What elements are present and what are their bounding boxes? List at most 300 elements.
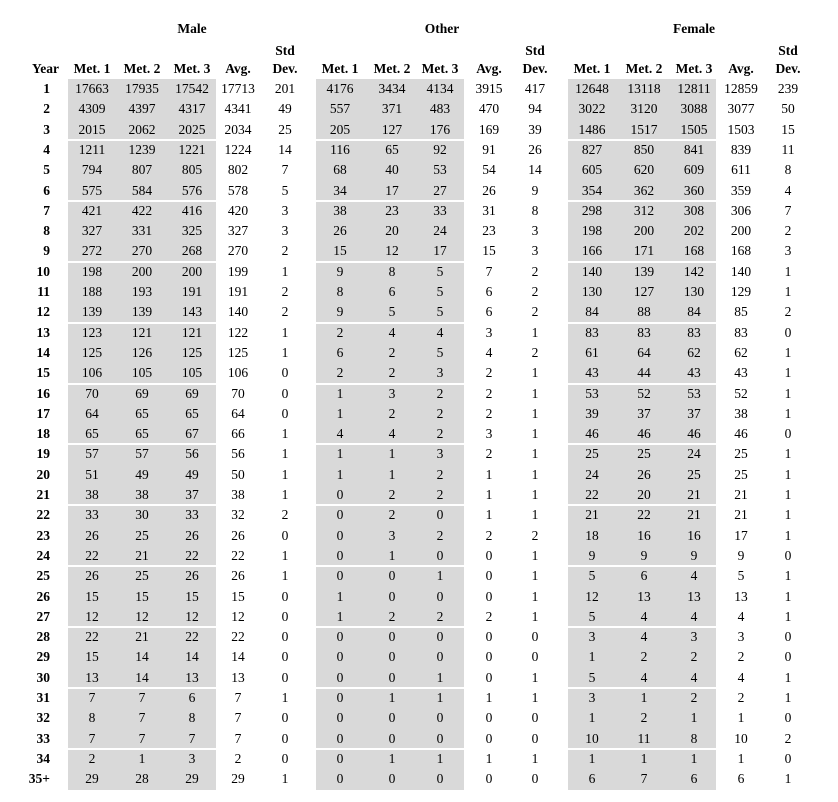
other-met-3-cell: 483 <box>429 101 451 117</box>
male-std-dev-cell: 0 <box>281 649 289 665</box>
other-met-2-cell: 3 <box>388 527 396 543</box>
other-std-dev-cell: 1 <box>531 669 539 685</box>
other-met-1-cell: 1 <box>336 466 344 482</box>
male-met-3-cell: 805 <box>181 162 203 178</box>
other-met-3-cell: 92 <box>433 141 447 157</box>
other-std-dev-cell: 2 <box>531 284 539 299</box>
male-met-1-cell: 70 <box>85 385 99 401</box>
other-met-2-cell: 3434 <box>378 81 406 96</box>
female-met-1-cell: 827 <box>581 141 603 157</box>
female-met-2-cell: 2 <box>640 649 648 665</box>
female-met-2-cell: 1 <box>640 690 648 705</box>
other-met-1-cell: 8 <box>336 284 344 299</box>
other-met-1-cell: 2 <box>336 324 344 340</box>
other-avg-cell: 0 <box>485 649 493 665</box>
other-std-dev-cell: 0 <box>531 730 539 746</box>
male-met-2-cell: 139 <box>131 304 153 320</box>
male-std-dev-cell: 0 <box>281 669 289 685</box>
female-met-2-cell: 1517 <box>630 121 658 137</box>
year-cell: 14 <box>36 344 50 360</box>
female-met-3-cell: 84 <box>687 304 701 320</box>
male-met-2-cell: 1 <box>138 750 146 766</box>
male-std-dev-cell: 201 <box>274 81 296 96</box>
other-met-2-cell: 8 <box>388 263 396 279</box>
other-met-3-cell: 0 <box>436 649 444 665</box>
other-met-2-cell: 0 <box>388 669 396 685</box>
other-met-2-cell: 23 <box>385 202 399 218</box>
other-met-2-cell: 0 <box>388 730 396 746</box>
other-met-2-cell: 1 <box>388 466 396 482</box>
other-std-dev-cell: 0 <box>531 629 539 645</box>
male-avg-cell: 14 <box>231 649 245 665</box>
female-std-dev-cell: 0 <box>784 649 792 665</box>
male-met-3-cell: 65 <box>185 405 199 421</box>
male-avg-cell: 2 <box>234 750 242 766</box>
other-met-1-cell: 4176 <box>326 81 354 96</box>
male-met-2-cell: 65 <box>135 405 149 421</box>
male-std-dev-cell: 1 <box>281 344 289 360</box>
male-std-dev-cell: 2 <box>281 304 289 320</box>
female-std-dev-cell: 1 <box>784 284 792 299</box>
other-met-2-cell: 6 <box>388 284 396 299</box>
female-met-2-cell: 22 <box>637 507 651 523</box>
female-met-3-cell: 12811 <box>677 81 711 96</box>
other-avg-cell: 169 <box>478 121 500 137</box>
female-met-3-cell: 2 <box>690 690 698 705</box>
female-std-dev-cell: 1 <box>784 385 792 401</box>
female-met-1-cell: 10 <box>585 730 599 746</box>
other-std-dev-cell: 1 <box>531 690 539 705</box>
male-avg-cell: 12 <box>231 608 245 624</box>
female-met-2-cell: 139 <box>633 263 655 279</box>
male-met-3-cell: 15 <box>185 588 199 604</box>
male-avg-cell: 15 <box>231 588 245 604</box>
male-met-2-cell: 25 <box>135 527 149 543</box>
male-std-dev-cell: 1 <box>281 324 289 340</box>
male-met-1-cell: 106 <box>81 365 103 381</box>
female-met-3-cell: 1 <box>690 750 698 766</box>
female-std-dev-cell: 11 <box>781 141 795 157</box>
male-met-3-cell: 3 <box>188 750 196 766</box>
other-met-3-header: Met. 3 <box>421 61 459 76</box>
other-avg-cell: 0 <box>485 588 493 604</box>
other-avg-header: Avg. <box>476 61 502 76</box>
female-avg-cell: 1503 <box>727 121 755 137</box>
other-met-3-cell: 2 <box>436 385 444 401</box>
male-std-dev-cell: 0 <box>281 608 289 624</box>
other-met-2-cell: 20 <box>385 223 399 239</box>
male-met-1-cell: 22 <box>85 547 99 563</box>
other-met-2-cell: 3 <box>388 385 396 401</box>
male-met-1-cell: 33 <box>85 507 99 523</box>
female-met-3-cell: 16 <box>687 527 701 543</box>
male-avg-cell: 199 <box>227 263 249 279</box>
other-met-2-cell: 2 <box>388 507 396 523</box>
female-met-3-cell: 21 <box>687 487 701 502</box>
other-met-3-cell: 5 <box>436 344 444 360</box>
other-std-dev-cell: 3 <box>531 223 539 239</box>
male-std-dev-cell: 7 <box>281 162 289 178</box>
female-met-1-cell: 12 <box>585 588 599 604</box>
female-avg-cell: 12859 <box>724 81 758 96</box>
female-met-2-cell: 127 <box>633 284 655 299</box>
female-met-1-cell: 12648 <box>575 81 609 96</box>
female-avg-cell: 17 <box>734 527 748 543</box>
other-met-2-cell: 4 <box>388 426 396 442</box>
female-std-dev-cell: 1 <box>784 690 792 705</box>
female-met-3-cell: 13 <box>687 588 701 604</box>
female-met-1-cell: 43 <box>585 365 599 381</box>
male-met-1-cell: 7 <box>88 690 96 705</box>
other-met-1-cell: 1 <box>336 446 344 462</box>
female-met-3-cell: 9 <box>690 547 698 563</box>
male-avg-cell: 125 <box>227 344 249 360</box>
female-avg-cell: 359 <box>730 182 752 198</box>
male-std-dev-cell: 0 <box>281 588 289 604</box>
year-cell: 20 <box>36 466 50 482</box>
male-met-3-cell: 121 <box>181 324 203 340</box>
other-met-2-cell: 4 <box>388 324 396 340</box>
female-met-2-cell: 4 <box>640 608 648 624</box>
female-avg-cell: 3077 <box>727 101 755 117</box>
female-met-2-cell: 4 <box>640 629 648 645</box>
male-avg-cell: 64 <box>231 405 245 421</box>
male-met-3-cell: 33 <box>185 507 199 523</box>
female-met-1-cell: 1 <box>588 649 596 665</box>
male-met-1-cell: 198 <box>81 263 103 279</box>
female-met-2-cell: 44 <box>637 365 651 381</box>
female-std-dev-cell: 3 <box>784 243 792 259</box>
year-cell: 23 <box>36 527 50 543</box>
other-met-3-cell: 2 <box>436 466 444 482</box>
female-avg-cell: 4 <box>737 608 745 624</box>
other-std-dev-cell: 1 <box>531 588 539 604</box>
other-met-1-cell: 0 <box>336 649 344 665</box>
male-met-3-cell: 268 <box>181 243 203 259</box>
other-met-3-cell: 5 <box>436 304 444 320</box>
male-met-3-cell: 4317 <box>178 101 206 117</box>
female-met-3-cell: 46 <box>687 426 701 442</box>
female-avg-cell: 5 <box>737 568 745 584</box>
female-std-header-bottom: Dev. <box>775 61 801 76</box>
female-met-1-header: Met. 1 <box>573 61 611 76</box>
female-met-2-cell: 7 <box>640 771 648 787</box>
male-met-1-cell: 51 <box>85 466 99 482</box>
female-met-1-cell: 46 <box>585 426 599 442</box>
male-met-2-cell: 21 <box>135 629 149 645</box>
male-met-1-cell: 57 <box>85 446 99 462</box>
other-std-dev-cell: 1 <box>531 405 539 421</box>
year-cell: 29 <box>36 649 50 665</box>
female-met-2-cell: 11 <box>637 730 651 746</box>
other-met-3-cell: 176 <box>429 121 451 137</box>
year-cell: 4 <box>43 141 50 157</box>
male-std-dev-cell: 5 <box>281 182 289 198</box>
other-met-1-cell: 38 <box>333 202 347 218</box>
female-met-1-cell: 22 <box>585 487 599 502</box>
male-met-2-cell: 270 <box>131 243 153 259</box>
male-met-1-cell: 17663 <box>75 81 109 96</box>
female-met-3-cell: 841 <box>683 141 705 157</box>
female-std-dev-cell: 0 <box>784 710 792 726</box>
male-std-dev-cell: 0 <box>281 629 289 645</box>
male-met-1-cell: 575 <box>81 182 103 198</box>
female-met-1-cell: 61 <box>585 344 599 360</box>
male-met-1-cell: 26 <box>85 527 99 543</box>
male-met-3-cell: 29 <box>185 771 199 787</box>
female-met-3-header: Met. 3 <box>675 61 713 76</box>
male-met-1-cell: 22 <box>85 629 99 645</box>
male-met-2-cell: 105 <box>131 365 153 381</box>
male-avg-cell: 56 <box>231 446 245 462</box>
other-met-1-cell: 68 <box>333 162 347 178</box>
female-met-2-cell: 171 <box>633 243 655 259</box>
male-avg-cell: 17713 <box>221 81 255 96</box>
other-met-3-cell: 0 <box>436 710 444 726</box>
male-met-1-cell: 4309 <box>78 101 106 117</box>
other-met-2-cell: 40 <box>385 162 399 178</box>
other-avg-cell: 2 <box>485 527 493 543</box>
male-avg-cell: 66 <box>231 426 245 442</box>
male-met-2-cell: 57 <box>135 446 149 462</box>
male-avg-cell: 802 <box>227 162 249 178</box>
male-met-3-cell: 14 <box>185 649 199 665</box>
female-met-3-cell: 37 <box>687 405 701 421</box>
other-met-1-cell: 557 <box>329 101 351 117</box>
other-met-3-cell: 2 <box>436 608 444 624</box>
female-met-3-cell: 308 <box>683 202 705 218</box>
female-met-3-cell: 53 <box>687 385 701 401</box>
female-met-3-cell: 24 <box>687 446 701 462</box>
female-met-3-cell: 202 <box>683 223 705 239</box>
male-met-3-cell: 1221 <box>178 141 206 157</box>
other-met-2-cell: 2 <box>388 487 396 502</box>
male-met-3-cell: 22 <box>185 547 199 563</box>
other-std-dev-cell: 3 <box>531 243 539 259</box>
male-met-1-cell: 15 <box>85 649 99 665</box>
other-met-2-cell: 1 <box>388 750 396 766</box>
other-met-3-cell: 3 <box>436 365 444 381</box>
female-avg-cell: 168 <box>730 243 752 259</box>
other-met-1-cell: 0 <box>336 730 344 746</box>
other-met-1-cell: 0 <box>336 710 344 726</box>
female-met-2-cell: 3120 <box>630 101 658 117</box>
male-avg-cell: 191 <box>227 284 249 299</box>
male-met-1-cell: 272 <box>81 243 103 259</box>
female-std-dev-cell: 1 <box>784 568 792 584</box>
female-met-1-cell: 1 <box>588 750 596 766</box>
female-met-2-cell: 2 <box>640 710 648 726</box>
male-met-3-cell: 143 <box>181 304 203 320</box>
male-std-dev-cell: 2 <box>281 284 289 299</box>
male-std-dev-cell: 1 <box>281 771 289 787</box>
male-met-3-cell: 8 <box>188 710 196 726</box>
female-avg-cell: 62 <box>734 344 748 360</box>
female-met-2-header: Met. 2 <box>625 61 663 76</box>
other-met-3-cell: 0 <box>436 629 444 645</box>
male-met-2-cell: 7 <box>138 690 146 705</box>
female-met-2-cell: 13118 <box>627 81 661 96</box>
female-met-3-cell: 168 <box>683 243 705 259</box>
other-avg-cell: 26 <box>482 182 496 198</box>
other-met-3-cell: 0 <box>436 547 444 563</box>
female-avg-cell: 13 <box>734 588 748 604</box>
female-avg-cell: 200 <box>730 223 752 239</box>
other-met-1-cell: 4 <box>336 426 344 442</box>
other-met-2-cell: 5 <box>388 304 396 320</box>
male-std-dev-cell: 0 <box>281 405 289 421</box>
male-avg-cell: 29 <box>231 771 245 787</box>
year-cell: 1 <box>43 81 50 96</box>
female-met-1-cell: 298 <box>581 202 603 218</box>
female-std-dev-cell: 1 <box>784 466 792 482</box>
other-avg-cell: 1 <box>485 750 493 766</box>
male-met-1-cell: 8 <box>88 710 96 726</box>
other-std-dev-cell: 1 <box>531 487 539 502</box>
other-met-3-cell: 0 <box>436 771 444 787</box>
male-avg-cell: 122 <box>227 324 249 340</box>
male-met-2-cell: 25 <box>135 568 149 584</box>
female-std-dev-cell: 0 <box>784 426 792 442</box>
female-met-1-cell: 84 <box>585 304 599 320</box>
female-met-1-cell: 24 <box>585 466 599 482</box>
other-met-3-cell: 24 <box>433 223 447 239</box>
male-met-1-cell: 139 <box>81 304 103 320</box>
other-met-3-cell: 0 <box>436 507 444 523</box>
other-avg-cell: 0 <box>485 547 493 563</box>
female-met-2-cell: 37 <box>637 405 651 421</box>
female-std-dev-cell: 1 <box>784 608 792 624</box>
year-cell: 9 <box>43 243 50 259</box>
female-met-1-cell: 3 <box>588 629 596 645</box>
male-avg-cell: 2034 <box>224 121 252 137</box>
male-std-dev-cell: 0 <box>281 710 289 726</box>
female-met-1-cell: 18 <box>585 527 599 543</box>
male-met-1-cell: 1211 <box>78 141 106 157</box>
male-std-dev-cell: 1 <box>281 547 289 563</box>
male-met-2-cell: 7 <box>138 730 146 746</box>
male-std-dev-cell: 25 <box>278 121 292 137</box>
female-met-1-cell: 21 <box>585 507 599 523</box>
year-cell: 10 <box>36 263 50 279</box>
year-cell: 7 <box>43 202 50 218</box>
female-met-2-cell: 20 <box>637 487 651 502</box>
female-avg-cell: 1 <box>737 710 745 726</box>
female-std-dev-cell: 1 <box>784 263 792 279</box>
other-avg-cell: 0 <box>485 669 493 685</box>
female-std-dev-cell: 0 <box>784 324 792 340</box>
other-met-1-cell: 6 <box>336 344 344 360</box>
male-std-dev-cell: 0 <box>281 527 289 543</box>
other-std-dev-cell: 94 <box>528 101 542 117</box>
female-avg-cell: 83 <box>734 324 748 340</box>
other-avg-cell: 23 <box>482 223 496 239</box>
year-cell: 22 <box>36 507 50 523</box>
other-met-3-cell: 1 <box>436 568 444 584</box>
female-avg-cell: 21 <box>734 487 748 502</box>
male-met-2-cell: 121 <box>131 324 153 340</box>
female-met-3-cell: 6 <box>690 771 698 787</box>
female-met-3-cell: 3 <box>690 629 698 645</box>
female-std-dev-cell: 2 <box>784 730 792 746</box>
other-std-dev-cell: 1 <box>531 750 539 766</box>
female-met-2-cell: 13 <box>637 588 651 604</box>
other-met-3-cell: 1 <box>436 750 444 766</box>
male-avg-cell: 578 <box>227 182 249 198</box>
female-met-2-cell: 16 <box>637 527 651 543</box>
other-met-1-cell: 1 <box>336 608 344 624</box>
male-met-2-cell: 49 <box>135 466 149 482</box>
male-std-dev-cell: 49 <box>278 101 292 117</box>
female-std-dev-cell: 1 <box>784 365 792 381</box>
male-met-1-cell: 327 <box>81 223 103 239</box>
other-met-2-cell: 1 <box>388 446 396 462</box>
female-avg-cell: 6 <box>737 771 745 787</box>
other-met-1-cell: 15 <box>333 243 347 259</box>
male-met-3-cell: 13 <box>185 669 199 685</box>
other-avg-cell: 3 <box>485 324 493 340</box>
male-met-3-cell: 17542 <box>175 81 209 96</box>
other-std-dev-cell: 14 <box>528 162 542 178</box>
male-met-3-cell: 37 <box>185 487 199 502</box>
male-met-1-cell: 794 <box>81 162 103 178</box>
year-cell: 33 <box>36 730 50 746</box>
year-cell: 19 <box>36 446 50 462</box>
other-std-dev-cell: 1 <box>531 365 539 381</box>
other-met-3-cell: 2 <box>436 405 444 421</box>
male-met-1-cell: 125 <box>81 344 103 360</box>
female-met-3-cell: 25 <box>687 466 701 482</box>
male-met-2-cell: 126 <box>131 344 153 360</box>
other-met-3-cell: 1 <box>436 690 444 705</box>
female-std-dev-cell: 1 <box>784 527 792 543</box>
female-met-2-cell: 1 <box>640 750 648 766</box>
other-std-dev-cell: 0 <box>531 649 539 665</box>
female-met-2-cell: 362 <box>633 182 655 198</box>
other-met-1-cell: 205 <box>329 121 351 137</box>
other-met-3-cell: 3 <box>436 446 444 462</box>
male-std-header-bottom: Dev. <box>272 61 298 76</box>
other-std-dev-cell: 1 <box>531 426 539 442</box>
female-std-dev-cell: 1 <box>784 507 792 523</box>
year-cell: 13 <box>36 324 50 340</box>
female-met-1-cell: 605 <box>581 162 603 178</box>
other-met-3-cell: 5 <box>436 284 444 299</box>
male-met-3-cell: 7 <box>188 730 196 746</box>
male-met-2-cell: 193 <box>131 284 153 299</box>
male-met-2-cell: 69 <box>135 385 149 401</box>
other-std-dev-cell: 1 <box>531 568 539 584</box>
year-cell: 11 <box>37 284 50 299</box>
female-met-3-cell: 360 <box>683 182 705 198</box>
other-std-dev-cell: 26 <box>528 141 542 157</box>
female-met-2-cell: 4 <box>640 669 648 685</box>
other-met-3-cell: 2 <box>436 487 444 502</box>
other-std-dev-cell: 1 <box>531 608 539 624</box>
female-avg-cell: 4 <box>737 669 745 685</box>
male-met-2-cell: 7 <box>138 710 146 726</box>
male-avg-cell: 106 <box>227 365 249 381</box>
other-met-2-cell: 2 <box>388 344 396 360</box>
male-met-2-cell: 2062 <box>128 121 156 137</box>
female-avg-cell: 46 <box>734 426 748 442</box>
other-std-dev-cell: 0 <box>531 710 539 726</box>
female-met-3-cell: 62 <box>687 344 701 360</box>
male-avg-header: Avg. <box>225 61 251 76</box>
year-cell: 16 <box>36 385 50 401</box>
other-std-dev-cell: 1 <box>531 507 539 523</box>
male-met-1-cell: 188 <box>81 284 103 299</box>
